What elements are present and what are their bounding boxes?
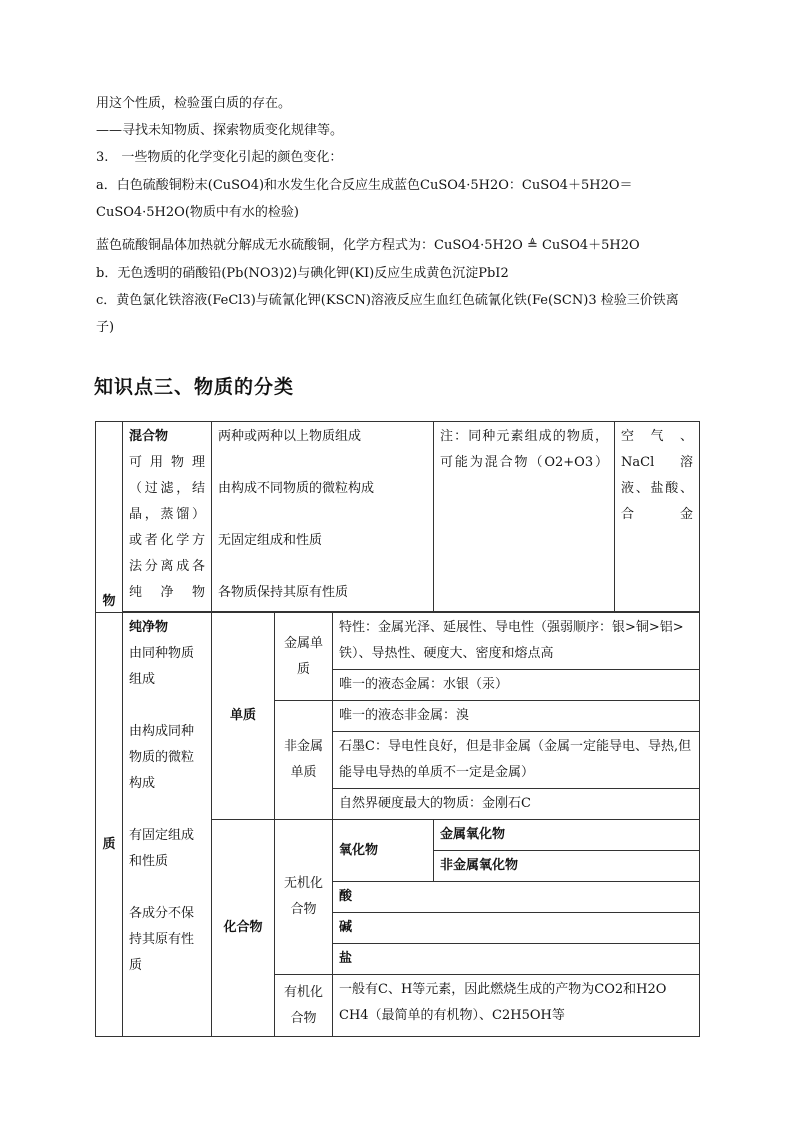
- mixture-title: 混合物: [129, 429, 169, 444]
- pure-title: 纯净物: [129, 620, 169, 635]
- organic-line: 一般有C、H等元素，因此燃烧生成的产物为CO2和H2O: [339, 982, 667, 997]
- side-char-wu: 物: [102, 594, 116, 609]
- mixture-prop: 无固定组成和性质: [218, 533, 323, 548]
- metal-label: 金属单质: [275, 613, 333, 701]
- inorganic-label: 无机化合物: [275, 820, 333, 975]
- salt-text: 盐: [333, 944, 700, 975]
- text-line-8: c．黄色氯化铁溶液(FeCl3)与硫氰化钾(KSCN)溶液反应生血红色硫氰化铁(Fe(SCN)3 检验三价铁离: [96, 293, 679, 308]
- mixture-row: [96, 422, 700, 612]
- diamond-text: 自然界硬度最大的物质：金刚石C: [333, 789, 700, 820]
- mixture-props: [212, 422, 434, 612]
- pure-desc: 有固定组成和性质: [129, 828, 195, 869]
- metal-props: 特性：金属光泽、延展性、导电性（强弱顺序：银>铜>铝>铁）、导热性、硬度大、密度和熔点高: [333, 613, 700, 670]
- organic-label: 有机化合物: [275, 975, 333, 1037]
- classification-table-lower: [95, 612, 700, 1037]
- text-line-2: ——寻找未知物质、探索物质变化规律等。: [96, 123, 344, 138]
- simple-label: 单质: [212, 613, 275, 820]
- text-line-5: CuSO4·5H2O(物质中有水的检验): [96, 205, 299, 220]
- mixture-examples: 空气、NaCl溶液、盐酸、合金: [615, 422, 700, 612]
- compound-label: 化合物: [212, 820, 275, 1037]
- side-char-zhi: 质: [102, 836, 116, 852]
- text-line-3: 3. 一些物质的化学变化引起的颜色变化：: [96, 150, 343, 165]
- pure-desc: 由同种物质组成: [129, 646, 195, 687]
- text-line-9: 子): [96, 320, 115, 335]
- text-line-1: 用这个性质，检验蛋白质的存在。: [96, 96, 292, 111]
- organic-cell: [333, 975, 700, 1037]
- classification-table: [95, 421, 700, 613]
- graphite-text: 石墨C：导电性良好，但是非金属（金属一定能导电、导热,但能导电导热的单质不一定是金属）: [333, 732, 700, 789]
- text-line-7: b．无色透明的硝酸铅(Pb(NO3)2)与碘化钾(KI)反应生成黄色沉淀PbI2: [96, 266, 509, 281]
- mixture-prop: 由构成不同物质的微粒构成: [218, 481, 375, 496]
- oxide-label: 氧化物: [333, 820, 434, 882]
- text-line-4: a．白色硫酸铜粉末(CuSO4)和水发生化合反应生成蓝色CuSO4·5H2O：CuSO4＋5H2O＝: [96, 178, 633, 193]
- pure-cell: [123, 613, 212, 1037]
- organic-line: CH4（最简单的有机物）、C2H5OH等: [339, 1008, 565, 1023]
- metal-oxide: 金属氧化物: [434, 820, 700, 851]
- mixture-cell: [123, 422, 212, 612]
- mixture-note: 注：同种元素组成的物质，可能为混合物（O2+O3）: [434, 422, 615, 612]
- acid-text: 酸: [333, 882, 700, 913]
- nonmetal-liquid: 唯一的液态非金属：溴: [333, 701, 700, 732]
- metal-liquid: 唯一的液态金属：水银（汞）: [333, 670, 700, 701]
- side-cell-zhi: [96, 613, 123, 1037]
- base-text: 碱: [333, 913, 700, 944]
- pure-desc: 各成分不保持其原有性质: [129, 906, 195, 973]
- nonmetal-label: 非金属单质: [275, 701, 333, 820]
- side-cell-wu: [96, 422, 123, 613]
- mixture-prop: 各物质保持其原有性质: [218, 585, 349, 600]
- section-title: 知识点三、物质的分类: [94, 376, 295, 398]
- nonmetal-oxide: 非金属氧化物: [434, 851, 700, 882]
- text-line-6: 蓝色硫酸铜晶体加热就分解成无水硫酸铜，化学方程式为：CuSO4·5H2O ≜ CuSO4＋5H2O: [96, 238, 640, 253]
- pure-desc: 由构成同种物质的微粒构成: [129, 724, 195, 791]
- mixture-desc: 可用物理（过滤，结晶，蒸馏）或者化学方法分离成各纯净物: [129, 455, 205, 600]
- mixture-prop: 两种或两种以上物质组成: [218, 429, 362, 444]
